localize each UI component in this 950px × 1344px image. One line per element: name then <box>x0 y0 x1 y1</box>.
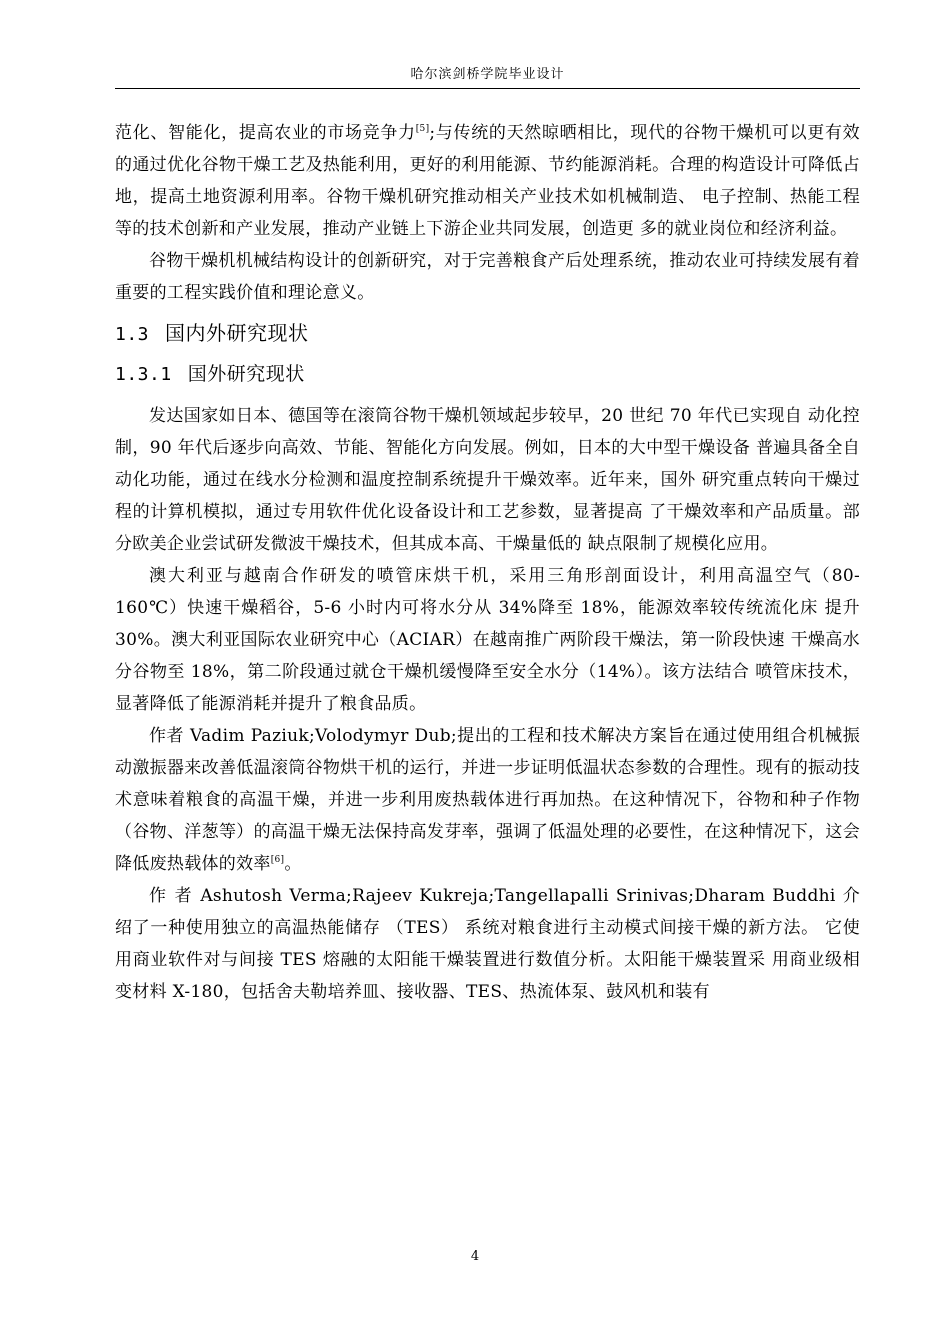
paragraph <box>115 117 860 245</box>
section-number: 1.3 <box>115 324 150 345</box>
subsection-title: 国外研究现状 <box>187 363 305 385</box>
paragraph-text: 作者 Vadim Paziuk;Volodymyr Dub;提出的工程和技术解决方案旨在通过使用组合机械振动激振器来改善低温滚筒谷物烘干机的运行，并进一步证明低温状态参数的合理性。现有的振动技术意味着粮食的高温干燥，并进一步利用废热载体进行再加热。在这种情况下，谷物和种子作物（谷物、洋葱等）的高温干燥无法保持高发芽率，强调了低温处理的必要性，在这种情况下，这会降低废热载体的效率 <box>115 726 860 874</box>
page-content <box>115 117 860 1008</box>
paragraph: 作 者 Ashutosh Verma;Rajeev Kukreja;Tangellapalli Srinivas;Dharam Buddhi 介 绍了一种使用独立的高温热能储存 （TES） 系统对粮食进行主动模式间接干燥的新方法。 它使用商业软件对与间接 TES 熔融的太阳能干燥装置进行数值分析。太阳能干燥装置采 用商业级相变材料 X-180，包括舍夫勒培养皿、接收器、TES、热流体泵、鼓风机和装有 <box>115 886 860 1002</box>
citation-ref[interactable]: [6] <box>270 855 285 865</box>
subsection-number: 1.3.1 <box>115 364 172 385</box>
paragraph <box>115 720 860 880</box>
paragraph: 发达国家如日本、德国等在滚筒谷物干燥机领域起步较早，20 世纪 70 年代已实现自 动化控制，90 年代后逐步向高效、节能、智能化方向发展。例如，日本的大中型干燥设备 普遍具备全自动化功能，通过在线水分检测和温度控制系统提升干燥效率。近年来，国外 研究重点转向干燥过程的计算机模拟，通过专用软件优化设备设计和工艺参数，显著提高 了干燥效率和产品质量。部分欧美企业尝试研发微波干燥技术，但其成本高、干燥量低的 缺点限制了规模化应用。 <box>115 406 860 554</box>
paragraph-text: ;与传统的天然晾晒相比，现代的谷物干燥机可以更有效的通过优化谷物干燥工艺及热能利用，更好的利用能源、节约能源消耗。合理的构造设计可降低占地，提高土地资源利用率。谷物干燥机研究推动相关产业技术如机械制造、 电子控制、热能工程等的技术创新和产业发展，推动产业链上下游企业共同发展，创造更 多的就业岗位和经济利益。 <box>115 123 860 239</box>
paragraph-text: 范化、智能化，提高农业的市场竞争力 <box>115 123 416 143</box>
paragraph: 谷物干燥机机械结构设计的创新研究，对于完善粮食产后处理系统，推动农业可持续发展有着重要的工程实践价值和理论意义。 <box>115 251 860 303</box>
section-heading <box>115 318 860 350</box>
citation-ref[interactable]: [5] <box>415 124 430 134</box>
running-header: 哈尔滨剑桥学院毕业设计 <box>410 67 565 82</box>
subsection-heading <box>115 359 860 390</box>
paragraph-text: 。 <box>284 854 302 874</box>
section-title: 国内外研究现状 <box>165 321 309 345</box>
header-rule <box>115 88 860 89</box>
page-number: 4 <box>470 1249 480 1264</box>
paragraph: 澳大利亚与越南合作研发的喷管床烘干机，采用三角形剖面设计，利用高温空气（80-160℃）快速干燥稻谷，5-6 小时内可将水分从 34%降至 18%，能源效率较传统流化床 提升 30%。澳大利亚国际农业研究中心（ACIAR）在越南推广两阶段干燥法，第一阶段快速 干燥高水分谷物至 18%，第二阶段通过就仓干燥机缓慢降至安全水分（14%）。该方法结合 喷管床技术，显著降低了能源消耗并提升了粮食品质。 <box>115 566 860 714</box>
